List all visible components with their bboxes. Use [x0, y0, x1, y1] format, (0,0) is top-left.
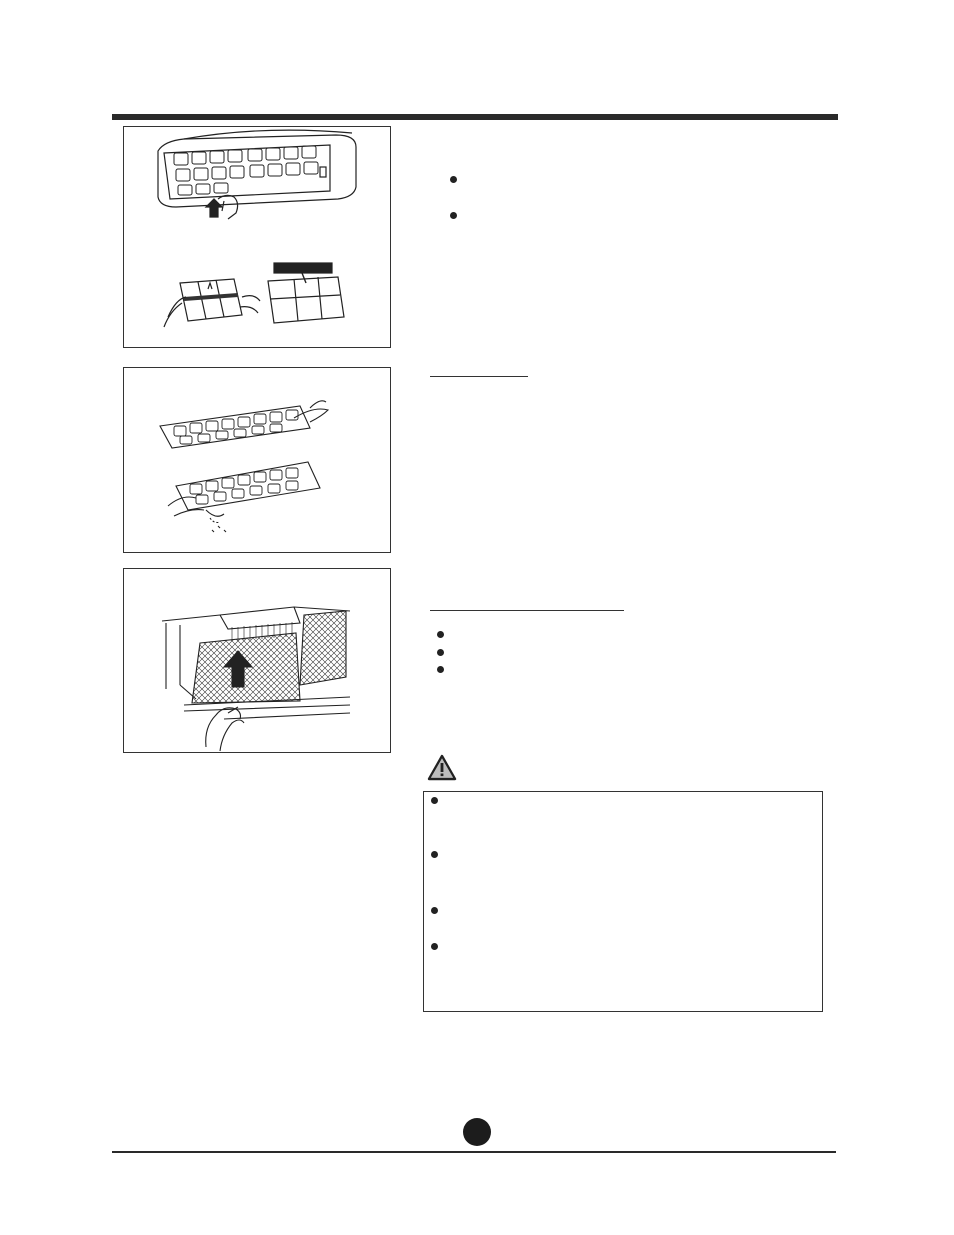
page-number-dot: [463, 1118, 491, 1146]
filter-washing-illustration: [124, 368, 392, 554]
caution-bullet: [431, 907, 438, 914]
footer-rule: [112, 1151, 836, 1153]
list-bullet: [450, 176, 457, 183]
section-heading-underline: [430, 376, 528, 377]
filter-reinstall-illustration: [124, 569, 392, 754]
figure-filter-washing: [123, 367, 391, 553]
list-bullet: [450, 212, 457, 219]
section-heading-underline: [430, 610, 624, 611]
caution-box: [423, 791, 823, 1012]
figure-filter-reinstall: [123, 568, 391, 753]
caution-bullet: [431, 797, 438, 804]
figure-filter-removal: [123, 126, 391, 348]
caution-bullet: [431, 943, 438, 950]
header-rule: [112, 114, 838, 120]
list-bullet: [437, 649, 444, 656]
list-bullet: [437, 631, 444, 638]
indoor-unit-filter-removal-illustration: [124, 127, 392, 349]
list-bullet: [437, 666, 444, 673]
caution-bullet: [431, 851, 438, 858]
warning-triangle-icon: [427, 754, 457, 781]
